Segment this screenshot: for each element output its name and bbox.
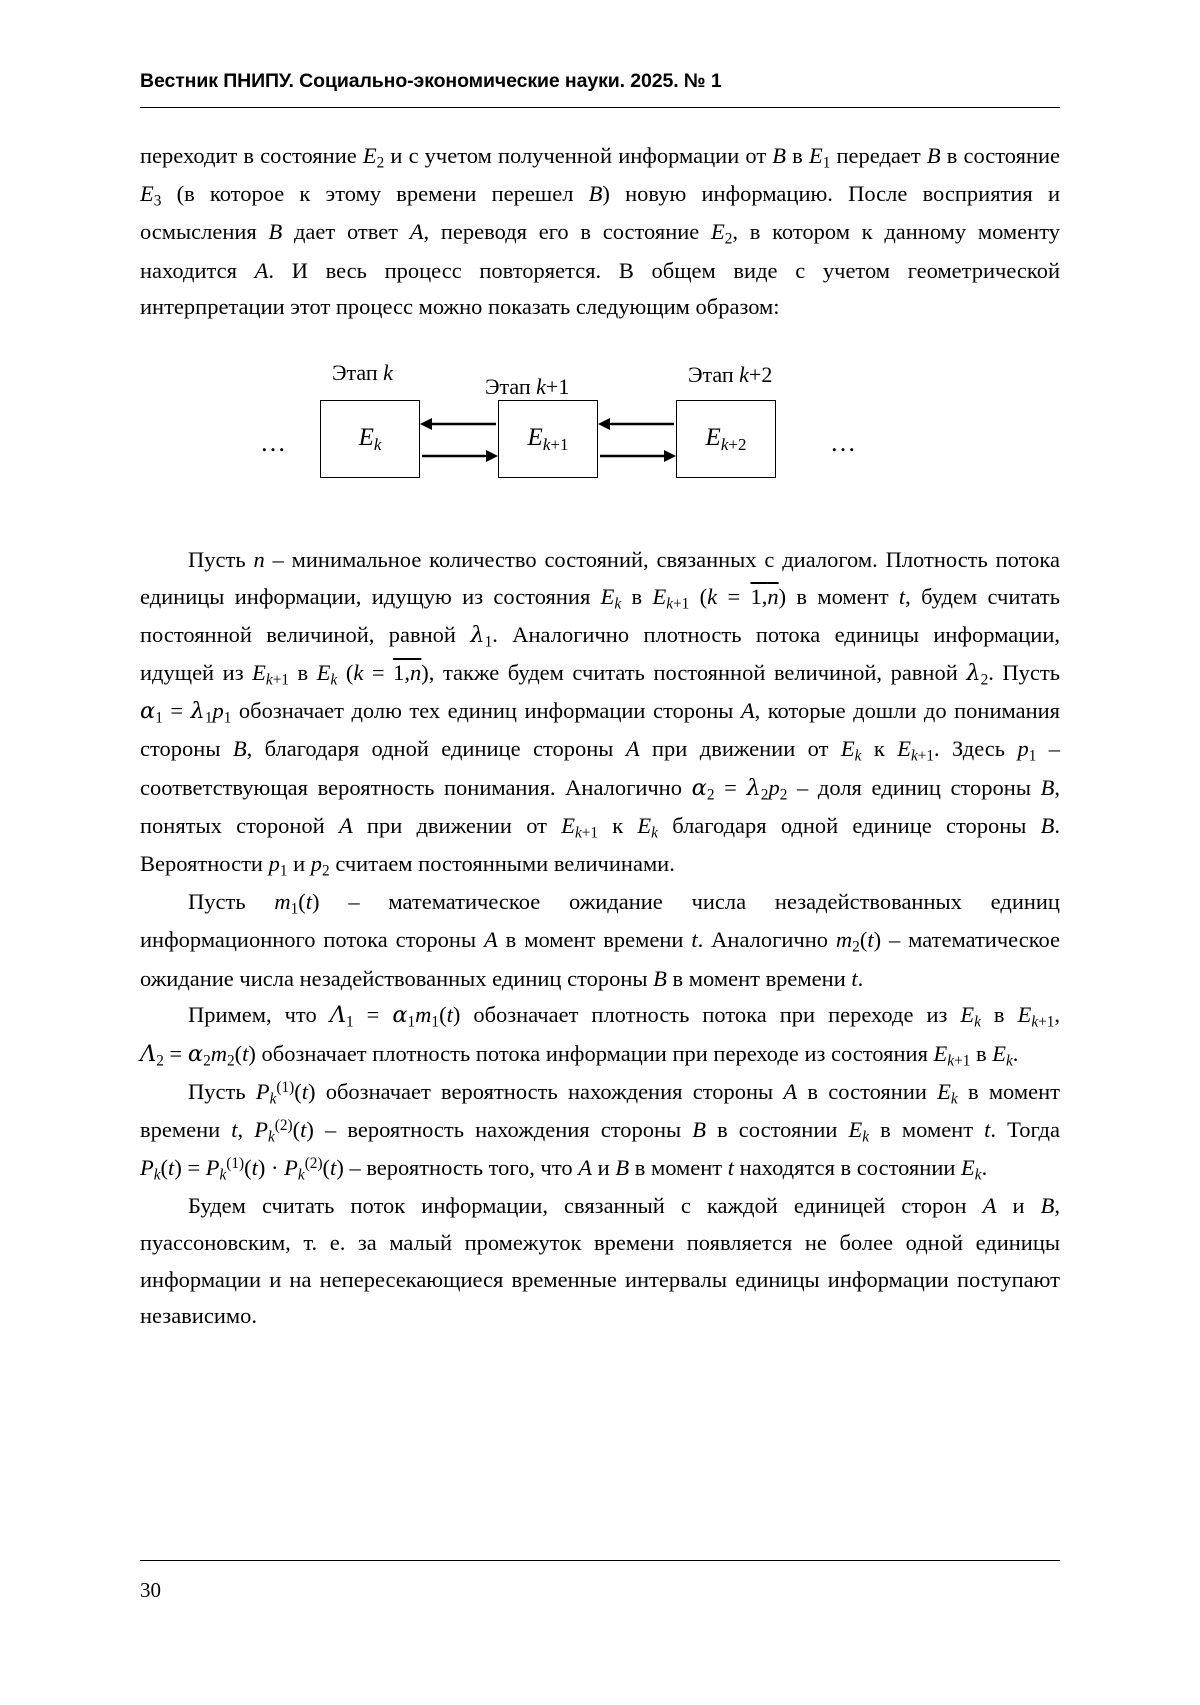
state-box-k1: $E_{k+1}$ bbox=[498, 400, 598, 478]
stage-label-k: Этап k bbox=[332, 359, 393, 385]
arrows-k-k1 bbox=[420, 402, 498, 478]
paragraph-flow-density: Примем, что $\Lambda_1 = \alpha_1m_1(t)$ обозначает плотность потока при переходе из $E_k$ в $E_{k+1}$, $\Lambda_2 = \alpha_2m_2(t)$ обозначает плотность потока информации при переходе из состояния $E_{k+1}$ в $E_k$. bbox=[140, 1002, 1061, 1069]
stage-label-k1: Этап k+1 bbox=[485, 373, 570, 399]
running-head: Вестник ПНИПУ. Социально-экономические науки. 2025. № 1 bbox=[140, 70, 722, 92]
paragraph-expectations: Пусть $m_1(t)$ – математическое ожидание числа незадействованных единиц информационного потока стороны A в момент времени t. Аналогично $m_2(t)$ – математическое ожидание числа незадействованных единиц стороны B в момент времени t. bbox=[140, 889, 1060, 991]
page-number: 30 bbox=[140, 1578, 161, 1602]
stage-label-k2: Этап k+2 bbox=[688, 361, 773, 387]
paragraph-definitions: Пусть n – минимальное количество состояний, связанных с диалогом. Плотность потока единицы информации, идущую из состояния $E_k$ в $E_{k+1}$ (k = 1,n) в момент t, будем считать постоянной величиной, равной $\lambda_1$. Аналогично плотность потока единицы информации, идущей из $E_{k+1}$ в $E_k$ (k = 1,n), также будем считать постоянной величиной, равной $\lambda_2$. Пусть $\alpha_1 = \lambda_1p_1$ обозначает долю тех единиц информации стороны A, которые дошли до понимания стороны B, благодаря одной единице стороны A при движении от $E_k$ к $E_{k+1}$. Здесь $p_1$ – соответствующая вероятность понимания. Аналогично $\alpha_2 = \lambda_2p_2$ – доля единиц стороны B, понятых стороной A при движении от $E_{k+1}$ к $E_k$ благодаря одной единице стороны B. Вероятности $p_1$ и $p_2$ считаем постоянными величинами. bbox=[140, 546, 1061, 880]
state-box-k2: $E_{k+2}$ bbox=[676, 400, 776, 478]
right-ellipsis: … bbox=[830, 427, 859, 457]
arrows-k1-k2 bbox=[598, 402, 676, 478]
paragraph-continuation: переходит в состояние $E_2$ и с учетом полученной информации от B в $E_1$ передает B в состояние $E_3$ (в которое к этому времени перешел B) новую информацию. После восприятия и осмысления B дает ответ A, переводя его в состояние $E_2$, в котором к данному моменту находится A. И весь процесс повторяется. В общем виде с учетом геометрической интерпретации этот процесс можно показать следующим образом: bbox=[140, 143, 1061, 320]
page-content bbox=[140, 70, 1060, 1335]
header-rule bbox=[140, 107, 1060, 108]
figure-stage-diagram bbox=[140, 360, 1060, 520]
state-box-k: $E_k$ bbox=[320, 400, 420, 478]
left-ellipsis: … bbox=[260, 427, 289, 457]
paragraph-poisson: Будем считать поток информации, связанный с каждой единицей сторон A и B, пуассоновским, т. е. за малый промежуток времени появляется не более одной единицы информации и на непересекающиеся временные интервалы единицы информации поступают независимо. bbox=[140, 1193, 1061, 1329]
paragraph-probabilities: Пусть $P_k^{(1)}(t)$ обозначает вероятность нахождения стороны A в состоянии $E_k$ в момент времени t, $P_k^{(2)}(t)$ – вероятность нахождения стороны B в состоянии $E_k$ в момент t. Тогда $P_k(t) = P_k^{(1)}(t) \cdot P_k^{(2)}(t)$ – вероятность того, что A и B в момент t находятся в состоянии $E_k$. bbox=[140, 1078, 1060, 1184]
footer-rule bbox=[140, 1560, 1060, 1561]
